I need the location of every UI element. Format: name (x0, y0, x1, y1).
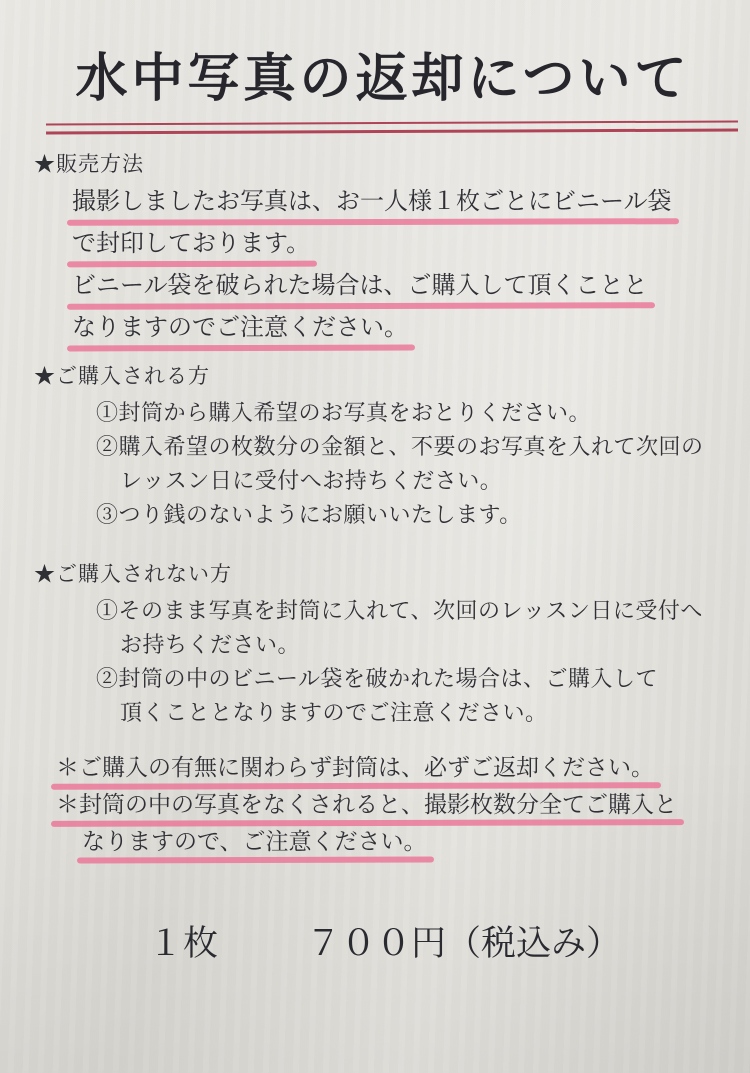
non-purchasers-item-2-line-2: 頂くこととなりますのでご注意ください。 (120, 700, 548, 725)
non-purchasers-item-1-line-1: ①そのまま写真を封筒に入れて、次回のレッスン日に受付へ (96, 598, 703, 623)
purchasers-item-3: ③つり銭のないようにお願いいたします。 (96, 502, 522, 527)
non-purchasers-item-2-line-1: ②封筒の中のビニール袋を破かれた場合は、ご購入して (96, 666, 659, 691)
section-heading-purchasers: ★ご購入される方 (34, 364, 210, 388)
highlighted-text: なりますので、ご注意ください。 (82, 823, 427, 860)
note-line-2 (56, 786, 677, 823)
non-purchasers-list (96, 594, 703, 730)
sales-line-3 (72, 265, 672, 307)
sales-line-4 (72, 307, 672, 349)
purchasers-item-1: ①封筒から購入希望のお写真をおとりください。 (96, 400, 592, 425)
highlighted-text: なりますのでご注意ください。 (72, 307, 408, 349)
sales-line-2 (72, 223, 672, 265)
title-block (0, 36, 750, 111)
document-title: 水中写真の返却について (75, 51, 691, 108)
highlighted-text: で封印しております。 (72, 223, 310, 265)
purchasers-item-2-line-1: ②購入希望の枚数分の金額と、不要のお写真を入れて次回の (96, 434, 704, 459)
highlighted-text: ビニール袋を破られた場合は、ご購入して頂くことと (72, 265, 648, 307)
price-line (148, 916, 621, 966)
purchasers-item-2-line-2: レッスン日に受付へお持ちください。 (120, 468, 503, 493)
warning-notes (56, 749, 677, 860)
sales-line-1 (72, 181, 672, 223)
highlighted-text: ＊封筒の中の写真をなくされると、撮影枚数分全てご購入と (56, 786, 677, 823)
price-quantity: １枚 (148, 924, 219, 963)
note-line-1 (56, 749, 677, 786)
section-heading-non-purchasers: ★ご購入されない方 (34, 562, 232, 586)
highlighted-text: ＊ご購入の有無に関わらず封筒は、必ずご返却ください。 (56, 749, 654, 786)
non-purchasers-item-1-line-2: お持ちください。 (120, 632, 301, 657)
sales-method-paragraph (72, 181, 672, 349)
highlighted-text: 撮影しましたお写真は、お一人様１枚ごとにビニール袋 (72, 181, 672, 223)
note-line-3 (82, 823, 677, 860)
purchasers-list (96, 396, 704, 532)
title-double-underline-decoration (46, 120, 738, 134)
price-amount: ７００円（税込み） (306, 924, 622, 963)
section-heading-sales-method: ★販売方法 (34, 152, 144, 176)
